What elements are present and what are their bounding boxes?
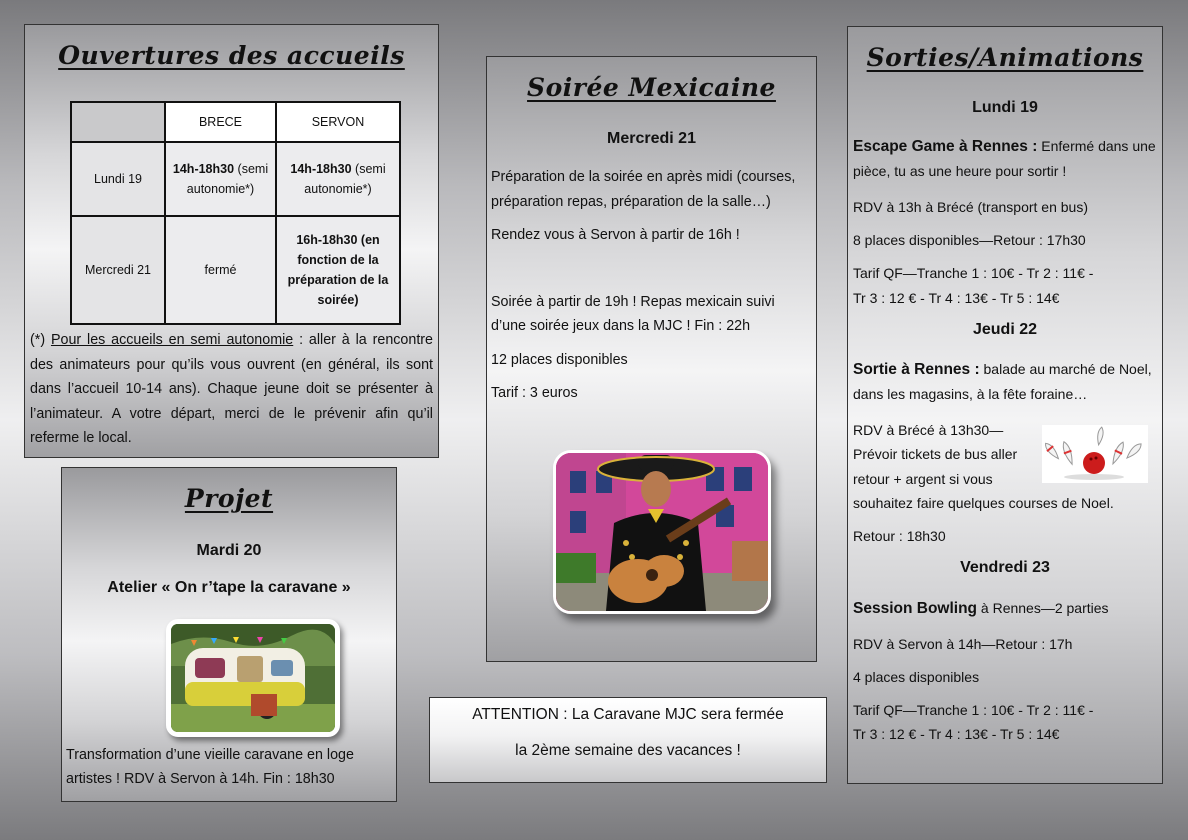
table-header-servon: SERVON — [276, 102, 400, 142]
escape-game-description — [853, 134, 1159, 184]
table-header-row — [71, 102, 400, 142]
attention-line-2: la 2ème semaine des vacances ! — [515, 742, 741, 759]
project-description: Transformation d’une vieille caravane en loge artistes ! RDV à Servon à 14h. Fin : 18h30 — [66, 747, 354, 787]
escape-game-rdv: RDV à 13h à Brécé (transport en bus) — [853, 199, 1089, 215]
bowling-places: 4 places disponibles — [853, 669, 980, 685]
table-cell-brece — [165, 142, 276, 216]
activity-name: Escape Game à Rennes : — [853, 138, 1038, 155]
hours-bold: 14h-18h30 — [290, 162, 352, 176]
evening-paragraph: Rendez vous à Servon à partir de 16h ! — [491, 227, 740, 243]
table-row — [71, 142, 400, 216]
evening-paragraph: Soirée à partir de 19h ! Repas mexicain suivi d’une soirée jeux dans la MJC ! Fin : 22h — [491, 293, 775, 334]
hours-note: (semi autonomie*) — [304, 162, 386, 196]
project-day: Mardi 20 — [196, 542, 262, 559]
evening-paragraph: 12 places disponibles — [491, 351, 628, 368]
hours-bold: 14h-18h30 — [172, 162, 235, 176]
outings-title: Sorties/Animations — [866, 43, 1144, 72]
outing-day-vendredi: Vendredi 23 — [960, 559, 1050, 576]
activity-text: Enfermé dans une pièce, tu as une heure pour sortir ! — [853, 138, 1156, 179]
bowling-description — [853, 596, 1159, 621]
rennes-outing-rdv-1: RDV à Brécé à 13h30— — [853, 422, 1004, 438]
table-header-empty — [71, 102, 165, 142]
table-cell-servon: 16h-18h30 (en fonction de la préparation de la soirée) — [276, 216, 400, 324]
mariachi-photo — [553, 450, 771, 614]
mexican-evening-title: Soirée Mexicaine — [527, 73, 776, 102]
escape-game-tarif-2: Tr 3 : 12 € - Tr 4 : 13€ - Tr 5 : 14€ — [853, 290, 1060, 306]
table-cell-day: Mercredi 21 — [71, 216, 165, 324]
opening-hours-panel — [24, 24, 439, 458]
bowling-tarif-1: Tarif QF—Tranche 1 : 10€ - Tr 2 : 11€ - — [853, 702, 1094, 718]
note-prefix: (*) — [30, 332, 51, 348]
outing-day-lundi: Lundi 19 — [972, 99, 1038, 116]
outing-day-jeudi: Jeudi 22 — [972, 321, 1038, 338]
opening-hours-title: Ouvertures des accueils — [58, 41, 405, 70]
outings-panel — [847, 26, 1163, 784]
project-workshop: Atelier « On r’tape la caravane » — [107, 579, 351, 596]
project-title: Projet — [184, 484, 274, 513]
mexican-evening-day: Mercredi 21 — [607, 130, 696, 147]
bowling-icon — [1042, 425, 1148, 483]
attention-line-1: ATTENTION : La Caravane MJC sera fermée — [472, 706, 784, 723]
note-underlined: Pour les accueils en semi autonomie — [50, 332, 294, 348]
rennes-outing-rdv-4: souhaitez faire quelques courses de Noel. — [853, 495, 1114, 511]
table-row — [71, 216, 400, 324]
rennes-outing-description — [853, 357, 1159, 407]
mexican-evening-panel — [486, 56, 817, 662]
table-cell-servon — [276, 142, 400, 216]
evening-paragraph: Préparation de la soirée en après midi (courses, préparation repas, préparation de la salle…) — [491, 169, 796, 210]
note-text: : aller à la rencontre des animateurs pour qu’ils vous ouvrent (en général, ils sont dans l’accueil 10-14 ans). Chaque jeune doit se présenter à l’animateur. A votre départ, merci de le prévenir afin qu’il referme le local. — [30, 332, 433, 446]
hours-note: (semi autonomie*) — [186, 162, 269, 196]
table-cell-brece: fermé — [165, 216, 276, 324]
evening-paragraph-spacer — [491, 257, 812, 281]
attention-notice — [429, 697, 827, 783]
escape-game-places: 8 places disponibles—Retour : 17h30 — [853, 232, 1086, 248]
bowling-tarif-2: Tr 3 : 12 € - Tr 4 : 13€ - Tr 5 : 14€ — [853, 726, 1060, 742]
table-header-brece: BRECE — [165, 102, 276, 142]
activity-name: Session Bowling — [853, 600, 978, 617]
evening-paragraph: Tarif : 3 euros — [491, 385, 578, 401]
activity-text: à Rennes—2 parties — [977, 600, 1109, 616]
project-panel — [61, 467, 397, 802]
rennes-outing-rdv-3: retour + argent si vous — [853, 471, 993, 487]
mexican-evening-body — [491, 165, 812, 415]
activity-name: Sortie à Rennes : — [853, 361, 980, 378]
table-cell-day: Lundi 19 — [71, 142, 165, 216]
rennes-outing-retour: Retour : 18h30 — [853, 528, 946, 544]
caravan-photo — [166, 619, 340, 737]
escape-game-tarif-1: Tarif QF—Tranche 1 : 10€ - Tr 2 : 11€ - — [853, 265, 1094, 281]
activity-text: balade au marché de Noel, dans les magasins, à la fête foraine… — [853, 361, 1152, 402]
opening-hours-table — [70, 101, 401, 325]
bowling-rdv: RDV à Servon à 14h—Retour : 17h — [853, 636, 1073, 652]
rennes-outing-rdv-2: Prévoir tickets de bus aller — [853, 446, 1018, 462]
semi-autonomy-note — [30, 328, 433, 451]
